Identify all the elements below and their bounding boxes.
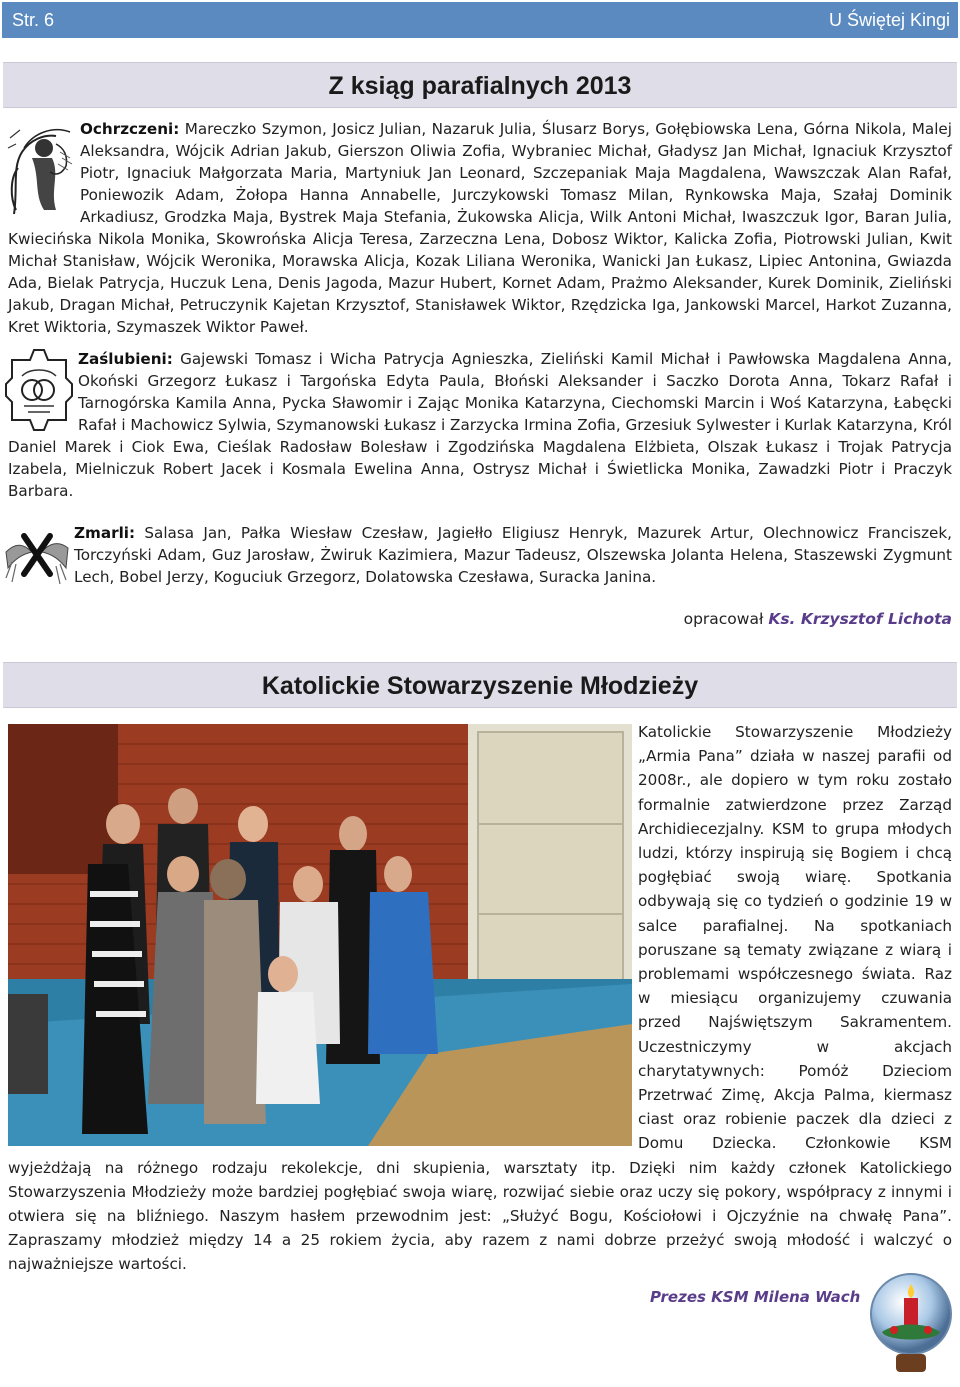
baptized-label: Ochrzczeni:: [80, 120, 180, 138]
married-names: Gajewski Tomasz i Wicha Patrycja Agnieszka, Zieliński Kamil Michał i Pawłowska Magdalena Anna, Okoński Grzegorz Łukasz i Targońska Edyta Paula, Błoński Aleksander i Saczko Dorota Anna, Tokarz Rafał i Tarnogórska Kamila Anna, Pycka Sławomir i Zając Monika Katarzyna, Ciechomski Marcin i Woś Katarzyna, Łabęcki Rafał i Machowicz Sylwia, Szymanowski Łukasz i Zarzycka Irmina Zofia, Grzesiuk Sylwester i Kurlak Katarzyna, Król Daniel Marek i Ciok Ewa, Cieślak Radosław Bolesław i Zgodzińska Magdalena Elżbieta, Olszak Łukasz i Trojak Patrycja Izabela, Mielniczuk Robert Jacek i Kosmala Ewelina Anna, Ostrysz Michał i Świetlicka Monika, Zawadzki Piotr i Praczyk Barbara.: [8, 350, 952, 500]
baptism-icon: [4, 118, 76, 226]
page-header-bar: [2, 2, 958, 38]
author-credit: [684, 610, 952, 628]
ksm-group-photo: [8, 724, 632, 1146]
credit-prefix: opracował: [683, 610, 764, 628]
publication-name: U Świętej Kingi: [828, 10, 950, 30]
cross-with-wings-icon: [2, 522, 72, 588]
married-label: Zaślubieni:: [78, 350, 173, 368]
page-number: Str. 6: [12, 10, 55, 30]
baptisms-paragraph: [8, 118, 952, 338]
deceased-names: Salasa Jan, Pałka Wiesław Czesław, Jagiełło Eligiusz Henryk, Mazurek Artur, Olechnowicz Franciszek, Torczyński Adam, Guz Jarosław, Żwiruk Kazimiera, Mazur Tadeusz, Olszewska Jolanta Helena, Staszewski Zygmunt Lech, Bobel Jerzy, Koguciuk Grzegorz, Dolatowska Czesława, Suracka Janina.: [74, 524, 953, 586]
deaths-paragraph: [8, 522, 952, 588]
deceased-label: Zmarli:: [74, 524, 136, 542]
ksm-body: Katolickie Stowarzyszenie Młodzieży „Armia Pana” działa w naszej parafii od 2008r., ale dopiero w tym roku zostało formalnie zatwierdzone przez Zarząd Archidiecezjalny. KSM to grupa młodych ludzi, którzy inspirują się Bogiem i chcą pogłębiać swoją wiarę. Spotkania odbywają się co tydzień o godzinie 19 w salce parafialnej. Na spotkaniach poruszane są tematy związane z wiarą i problemami współczesnego świata. Raz w miesiącu organizujemy czuwania przed Najświętszym Sakramentem. Uczestniczymy w akcjach charytatywnych: Pomóż Dzieciom Przetrwać Zimę, Akcja Palma, kiermasz ciast oraz robienie paczek dla dzieci z Domu Dziecka. Członkowie KSM wyjeżdżają na różnego rodzaju rekolekcje, dni skupienia, warsztaty itp. Dzięki nim każdy członek Katolickiego Stowarzyszenia Młodzieży może bardziej pogłębiać swoja wiarę, rozwijać siebie oraz uczy się pokory, współpracy z innymi i otwiera się na bliźniego. Naszym hasłem przewodnim jest: „Służyć Bogu, Kościołowi i Ojczyźnie na chwałę Pana”. Zapraszamy młodzież między 14 a 25 rokiem życia, aby razem z nami dobrze przeżyć swoją młodość i walczyć o najważniejsze wartości.: [8, 723, 952, 1274]
baptized-names: Mareczko Szymon, Josicz Julian, Nazaruk Julia, Ślusarz Borys, Gołębiowska Lena, Górna Nikola, Malej Aleksandra, Wójcik Adrian Jakub, Gierszon Oliwia Zofia, Wybraniec Michał, Gładysz Jan Michał, Ignaciuk Krzysztof Piotr, Ignaciuk Małgorzata Maria, Martyniuk Jan Leonard, Szczepaniak Maja Magdalena, Wawszczak Alan Rafał, Poniewozik Adam, Żołopa Hanna Annabelle, Jurczykowski Tomasz Milan, Rynkowska Maja, Szałaj Dominik Arkadiusz, Grodzka Maja, Bystrek Maja Stefania, Żukowska Alicja, Wilk Antoni Michał, Iwaszczuk Igor, Baran Julia, Kwiecińska Nikola Monika, Skowrońska Alicja Teresa, Zarzeczna Lena, Dobosz Wiktor, Kalicka Zofia, Piotrowski Julian, Kwit Michał Stanisław, Wójcik Weronika, Morawska Alicja, Kozak Liliana Weronika, Wanicki Jan Łukasz, Lipiec Antonina, Gwiazda Ada, Bielak Patrycja, Huczuk Lena, Denis Jagoda, Mazur Hubert, Kornet Adam, Prażmo Aleksander, Kurek Dominik, Zieliński Jakub, Dragan Michał, Petruczynik Kajetan Krzysztof, Stanisławek Wiktor, Rzędzicka Iga, Jankowski Marcel, Harkot Zuzanna, Kret Wiktoria, Szymaszek Wiktor Paweł.: [8, 120, 953, 336]
ksm-title: Katolickie Stowarzyszenie Młodzieży: [3, 662, 957, 708]
christmas-candle-ornament-icon: [866, 1262, 956, 1380]
parish-books-title: Z ksiąg parafialnych 2013: [3, 62, 957, 108]
credit-author-name: Ks. Krzysztof Lichota: [768, 610, 952, 628]
ksm-signature: Prezes KSM Milena Wach: [650, 1288, 861, 1306]
wedding-rings-icon: [4, 348, 76, 434]
marriages-paragraph: [8, 348, 952, 502]
